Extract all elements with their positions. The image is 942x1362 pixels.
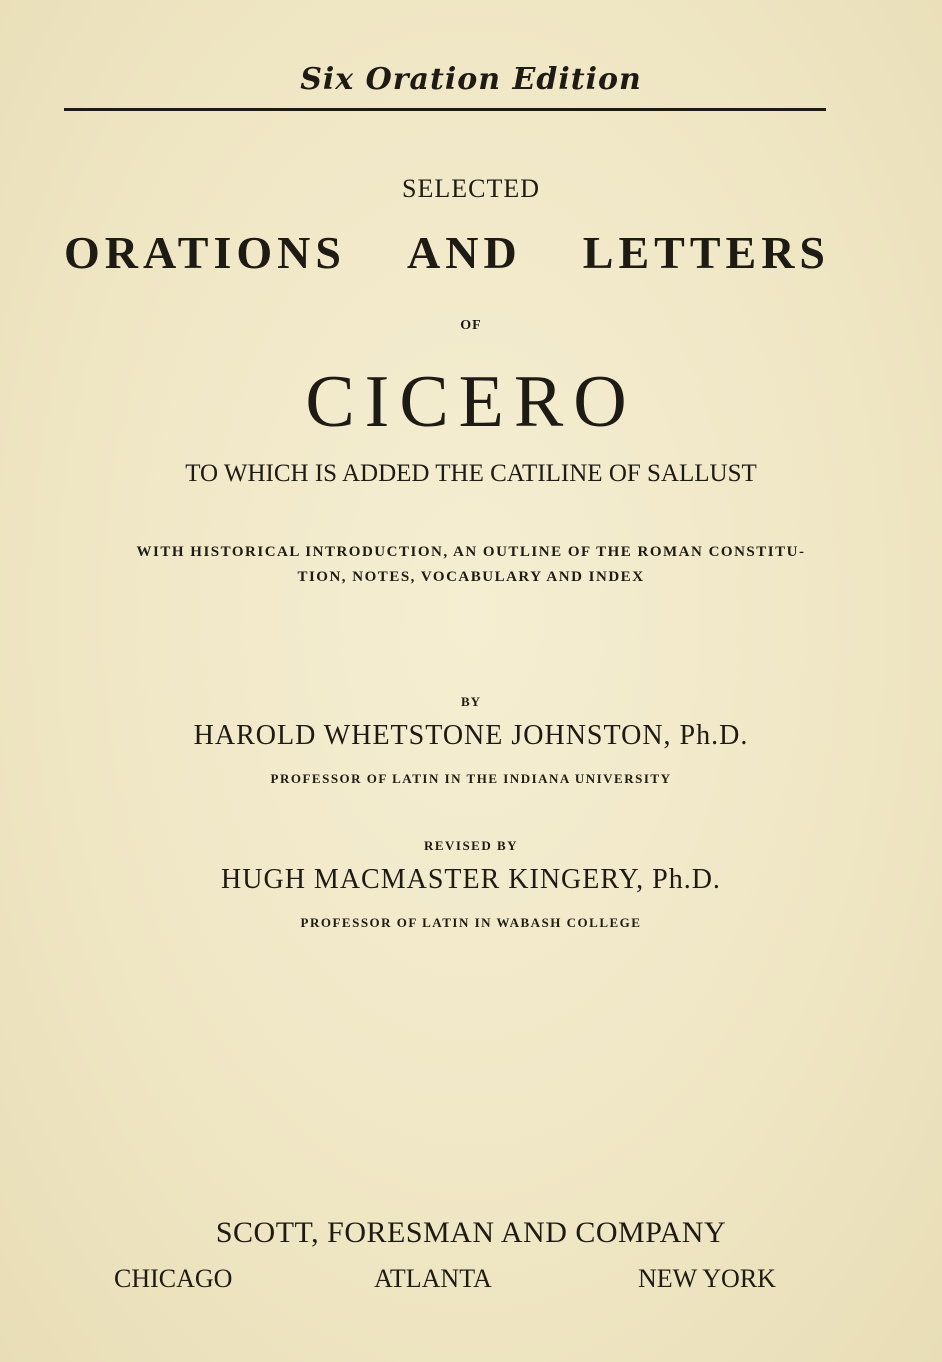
publisher-name: SCOTT, FORESMAN AND COMPANY [215, 1216, 727, 1249]
contents-description [0, 544, 942, 586]
cicero-title: CICERO [305, 361, 637, 443]
title-word: LETTERS [582, 227, 830, 278]
reviser-degree: Ph.D. [652, 864, 721, 895]
reviser-name: HUGH MACMASTER KINGERY, [221, 864, 645, 895]
of-connector: OF [460, 318, 482, 333]
title-word: AND [407, 227, 522, 278]
editor-position: PROFESSOR OF LATIN IN THE INDIANA UNIVERSITY [270, 771, 672, 786]
revised-by-label: REVISED BY [423, 838, 519, 853]
contents-line-1: WITH HISTORICAL INTRODUCTION, AN OUTLINE OF THE ROMAN CONSTITU- [136, 544, 806, 560]
subtitle-selected: SELECTED [402, 174, 540, 203]
editor-degree: Ph.D. [679, 720, 749, 751]
contents-line-2: TION, NOTES, VOCABULARY AND INDEX [297, 569, 645, 585]
edition-heading: Six Oration Edition [300, 62, 642, 97]
editor-name: HAROLD WHETSTONE JOHNSTON, [193, 720, 672, 751]
publisher-cities [0, 1264, 942, 1298]
city-name: ATLANTA [374, 1264, 492, 1293]
city-name: CHICAGO [114, 1264, 233, 1293]
reviser-position: PROFESSOR OF LATIN IN WABASH COLLEGE [300, 915, 642, 930]
reviser-line [0, 864, 942, 896]
added-line: TO WHICH IS ADDED THE CATILINE OF SALLUST [185, 460, 757, 487]
header-rule [64, 108, 826, 111]
by-label: BY [460, 694, 482, 709]
main-title [64, 226, 830, 279]
city-name: NEW YORK [638, 1264, 776, 1293]
title-word: ORATIONS [64, 227, 346, 278]
editor-line [0, 720, 942, 752]
